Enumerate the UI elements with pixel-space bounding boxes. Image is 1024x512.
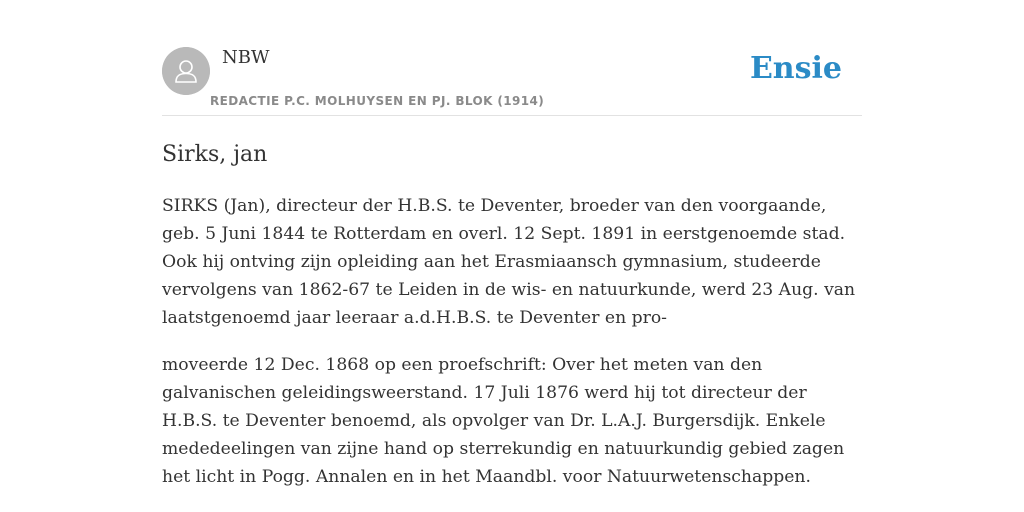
article-paragraph: SIRKS (Jan), directeur der H.B.S. te Deventer, broeder van den voorgaande, geb. 5 Juni 1844 te Rotterdam en overl. 12 Sept. 1891 in eerstgenoemde stad. Ook hij ontving zijn opleiding aan het Erasmiaansch gymnasium, studeerde vervolgens van 1862-67 te Leiden in de wis- en natuurkunde, werd 23 Aug. van laatstgenoemd jaar leeraar a.d.H.B.S. te Deventer en pro- xyxy=(162,196,856,328)
author-subtitle: REDACTIE P.C. MOLHUYSEN EN PJ. BLOK (1914) xyxy=(210,94,545,108)
user-silhouette-icon xyxy=(162,47,210,95)
author-avatar[interactable] xyxy=(162,47,210,95)
ensie-logo-link[interactable]: Ensie xyxy=(749,51,842,86)
article-paragraph: moveerde 12 Dec. 1868 op een proefschrift: Over het meten van den galvanischen geleidingsweerstand. 17 Juli 1876 werd hij tot directeur der H.B.S. te Deventer benoemd, als opvolger van Dr. L.A.J. Burgersdijk. Enkele mededeelingen van zijne hand op sterrekundig en natuurkundig gebied zagen het licht in Pogg. Annalen en in het Maandbl. voor Natuurwetenschappen. xyxy=(162,355,845,487)
author-name[interactable]: NBW xyxy=(222,47,270,68)
article-title: Sirks, jan xyxy=(162,142,268,167)
article-header xyxy=(162,42,862,116)
